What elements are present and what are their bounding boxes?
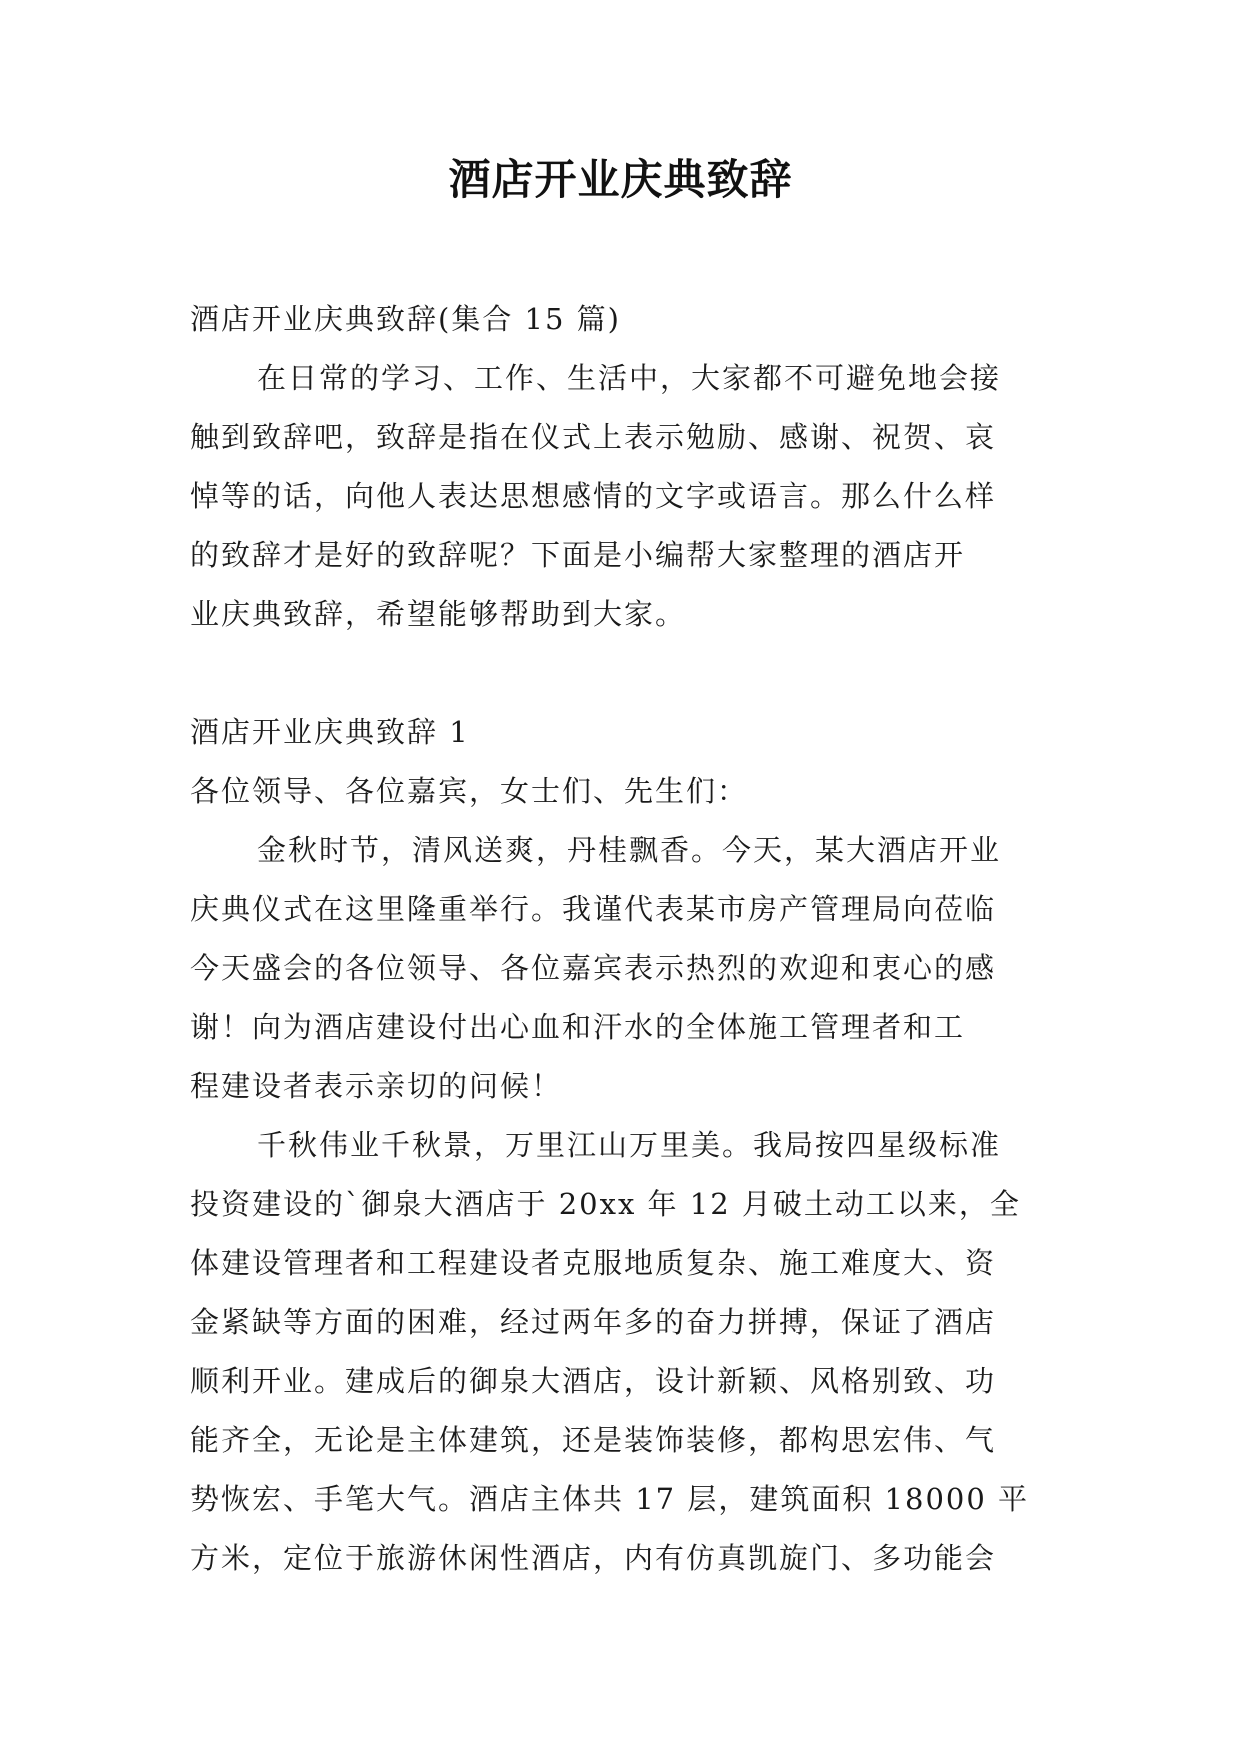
paragraph-line: 顺利开业。建成后的御泉大酒店，设计新颖、风格别致、功 (190, 1364, 997, 1398)
paragraph-line: 金紧缺等方面的困难，经过两年多的奋力拼搏，保证了酒店 (190, 1305, 997, 1339)
document-title: 酒店开业庆典致辞 (448, 155, 793, 204)
section-heading: 酒店开业庆典致辞 1 (190, 715, 470, 749)
paragraph-line: 金秋时节，清风送爽，丹桂飘香。今天，某大酒店开业 (257, 833, 1002, 867)
paragraph-line: 千秋伟业千秋景，万里江山万里美。我局按四星级标准 (257, 1128, 1002, 1162)
intro-line: 的致辞才是好的致辞呢？下面是小编帮大家整理的酒店开 (190, 538, 966, 572)
paragraph-line: 庆典仪式在这里隆重举行。我谨代表某市房产管理局向莅临 (190, 892, 997, 926)
paragraph-line: 势恢宏、手笔大气。酒店主体共 17 层，建筑面积 18000 平 (190, 1482, 1030, 1516)
salutation: 各位领导、各位嘉宾，女士们、先生们： (190, 774, 749, 808)
paragraph-line: 今天盛会的各位领导、各位嘉宾表示热烈的欢迎和衷心的感 (190, 951, 997, 985)
paragraph-line: 方米，定位于旅游休闲性酒店，内有仿真凯旋门、多功能会 (190, 1541, 997, 1575)
document-subtitle: 酒店开业庆典致辞(集合 15 篇) (190, 302, 621, 336)
intro-line: 悼等的话，向他人表达思想感情的文字或语言。那么什么样 (190, 479, 997, 513)
intro-paragraph (190, 349, 1051, 644)
paragraph-line: 程建设者表示亲切的问候！ (190, 1069, 563, 1103)
intro-line: 触到致辞吧，致辞是指在仪式上表示勉励、感谢、祝贺、哀 (190, 420, 997, 454)
paragraph-line: 谢！向为酒店建设付出心血和汗水的全体施工管理者和工 (190, 1010, 966, 1044)
paragraph-spacer (190, 644, 1051, 703)
paragraph-line: 投资建设的`御泉大酒店于 20xx 年 12 月破土动工以来，全 (190, 1187, 1021, 1221)
document-body (190, 290, 1051, 1588)
paragraph-line: 体建设管理者和工程建设者克服地质复杂、施工难度大、资 (190, 1246, 997, 1280)
intro-line: 业庆典致辞，希望能够帮助到大家。 (190, 597, 687, 631)
paragraph-line: 能齐全，无论是主体建筑，还是装饰装修，都构思宏伟、气 (190, 1423, 997, 1457)
intro-line: 在日常的学习、工作、生活中，大家都不可避免地会接 (257, 361, 1002, 395)
body-paragraph-1 (190, 821, 1051, 1116)
body-paragraph-2 (190, 1116, 1051, 1588)
